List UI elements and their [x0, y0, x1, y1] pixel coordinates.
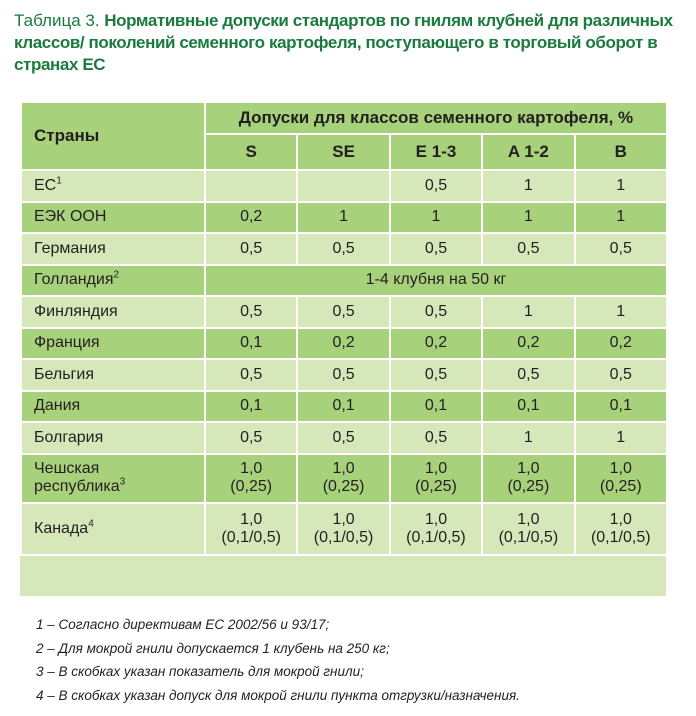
value-cell: 0,1	[205, 328, 297, 360]
value-cell: 1,0 (0,25)	[575, 454, 667, 503]
value-cell: 0,2	[205, 202, 297, 234]
value-cell: 0,5	[205, 359, 297, 391]
value-cell: 0,5	[482, 233, 574, 265]
value-cell: 0,5	[390, 422, 482, 454]
class-header-a: A 1-2	[482, 134, 574, 170]
country-cell: Германия	[21, 233, 205, 265]
table-caption	[14, 10, 686, 76]
class-header-b: B	[575, 134, 667, 170]
value-cell: 0,5	[482, 359, 574, 391]
value-cell: 0,1	[297, 391, 389, 423]
value-cell: 0,5	[575, 359, 667, 391]
table-row	[21, 454, 667, 503]
table-row	[21, 265, 667, 297]
footnote-1: 1 – Согласно директивам ЕС 2002/56 и 93/17;	[36, 617, 330, 632]
value-cell: 0,5	[297, 296, 389, 328]
value-cell: 1	[482, 170, 574, 202]
value-cell: 0,2	[482, 328, 574, 360]
value-cell: 0,5	[205, 296, 297, 328]
table-row	[21, 391, 667, 423]
footnote-3: 3 – В скобках указан показатель для мокрой гнили;	[36, 664, 364, 679]
value-cell: 1,0 (0,25)	[297, 454, 389, 503]
value-cell: 1	[482, 422, 574, 454]
value-cell: 1	[575, 170, 667, 202]
value-cell: 0,2	[575, 328, 667, 360]
class-header-e: E 1-3	[390, 134, 482, 170]
value-cell: 1	[482, 296, 574, 328]
value-cell: 0,5	[390, 359, 482, 391]
value-cell	[205, 170, 297, 202]
value-cell: 0,1	[390, 391, 482, 423]
value-cell: 0,5	[390, 296, 482, 328]
value-cell: 1,0 (0,25)	[482, 454, 574, 503]
country-cell: Финляндия	[21, 296, 205, 328]
value-cell: 0,1	[482, 391, 574, 423]
value-cell: 0,5	[297, 422, 389, 454]
value-cell: 1	[482, 202, 574, 234]
caption-title: Нормативные допуски стандартов по гнилям клубней для различных классов/ поколений семенного картофеля, поступающего в торговый оборот в странах ЕС	[14, 11, 673, 74]
caption-prefix: Таблица 3.	[14, 11, 100, 30]
country-cell: Болгария	[21, 422, 205, 454]
country-cell: Франция	[21, 328, 205, 360]
footnote-mark: 2	[113, 269, 120, 281]
value-cell: 0,5	[390, 233, 482, 265]
value-cell: 1,0 (0,1/0,5)	[482, 503, 574, 555]
value-cell: 0,1	[575, 391, 667, 423]
tolerance-grid	[20, 101, 668, 556]
merged-value-cell: 1-4 клубня на 50 кг	[205, 265, 667, 297]
value-cell: 0,2	[297, 328, 389, 360]
footnote-mark: 3	[119, 476, 126, 488]
class-header-se: SE	[297, 134, 389, 170]
value-cell: 1,0 (0,25)	[205, 454, 297, 503]
country-cell: Дания	[21, 391, 205, 423]
tolerance-group-header: Допуски для классов семенного картофеля, %	[205, 102, 667, 134]
footnotes	[36, 613, 676, 707]
value-cell: 0,5	[205, 422, 297, 454]
value-cell: 1,0 (0,1/0,5)	[297, 503, 389, 555]
value-cell: 0,5	[297, 233, 389, 265]
country-cell: ЕЭК ООН	[21, 202, 205, 234]
country-cell: Канада$^4$	[21, 503, 205, 555]
footnote-4: 4 – В скобках указан допуск для мокрой гнили пункта отгрузки/назначения.	[36, 687, 520, 703]
value-cell: 1	[575, 296, 667, 328]
value-cell: 1	[575, 422, 667, 454]
value-cell	[297, 170, 389, 202]
value-cell: 1,0 (0,1/0,5)	[390, 503, 482, 555]
country-cell: Голландия$^2$	[21, 265, 205, 297]
table-row	[21, 359, 667, 391]
table-row	[21, 233, 667, 265]
value-cell: 1,0 (0,25)	[390, 454, 482, 503]
country-cell: Чешская республика$^3$	[21, 454, 205, 503]
footnote-2: 2 – Для мокрой гнили допускается 1 клубень на 250 кг;	[36, 640, 390, 656]
class-header-s: S	[205, 134, 297, 170]
country-cell: $ЕС^1$	[21, 170, 205, 202]
value-cell: 1	[575, 202, 667, 234]
value-cell: 1	[390, 202, 482, 234]
table-row	[21, 296, 667, 328]
value-cell: 0,5	[390, 170, 482, 202]
countries-header: Страны	[21, 102, 205, 170]
value-cell: 1	[297, 202, 389, 234]
table-row	[21, 328, 667, 360]
value-cell: 0,5	[205, 233, 297, 265]
table-row	[21, 202, 667, 234]
table-row	[21, 422, 667, 454]
table-row	[21, 170, 667, 202]
footnote-mark: 1	[56, 175, 62, 187]
value-cell: 1,0 (0,1/0,5)	[205, 503, 297, 555]
tolerance-table	[20, 101, 666, 596]
value-cell: 0,5	[297, 359, 389, 391]
value-cell: 0,5	[575, 233, 667, 265]
value-cell: 1,0 (0,1/0,5)	[575, 503, 667, 555]
table-row	[21, 503, 667, 555]
value-cell: 0,1	[205, 391, 297, 423]
value-cell: 0,2	[390, 328, 482, 360]
footnote-mark: 4	[88, 518, 94, 530]
country-cell: Бельгия	[21, 359, 205, 391]
